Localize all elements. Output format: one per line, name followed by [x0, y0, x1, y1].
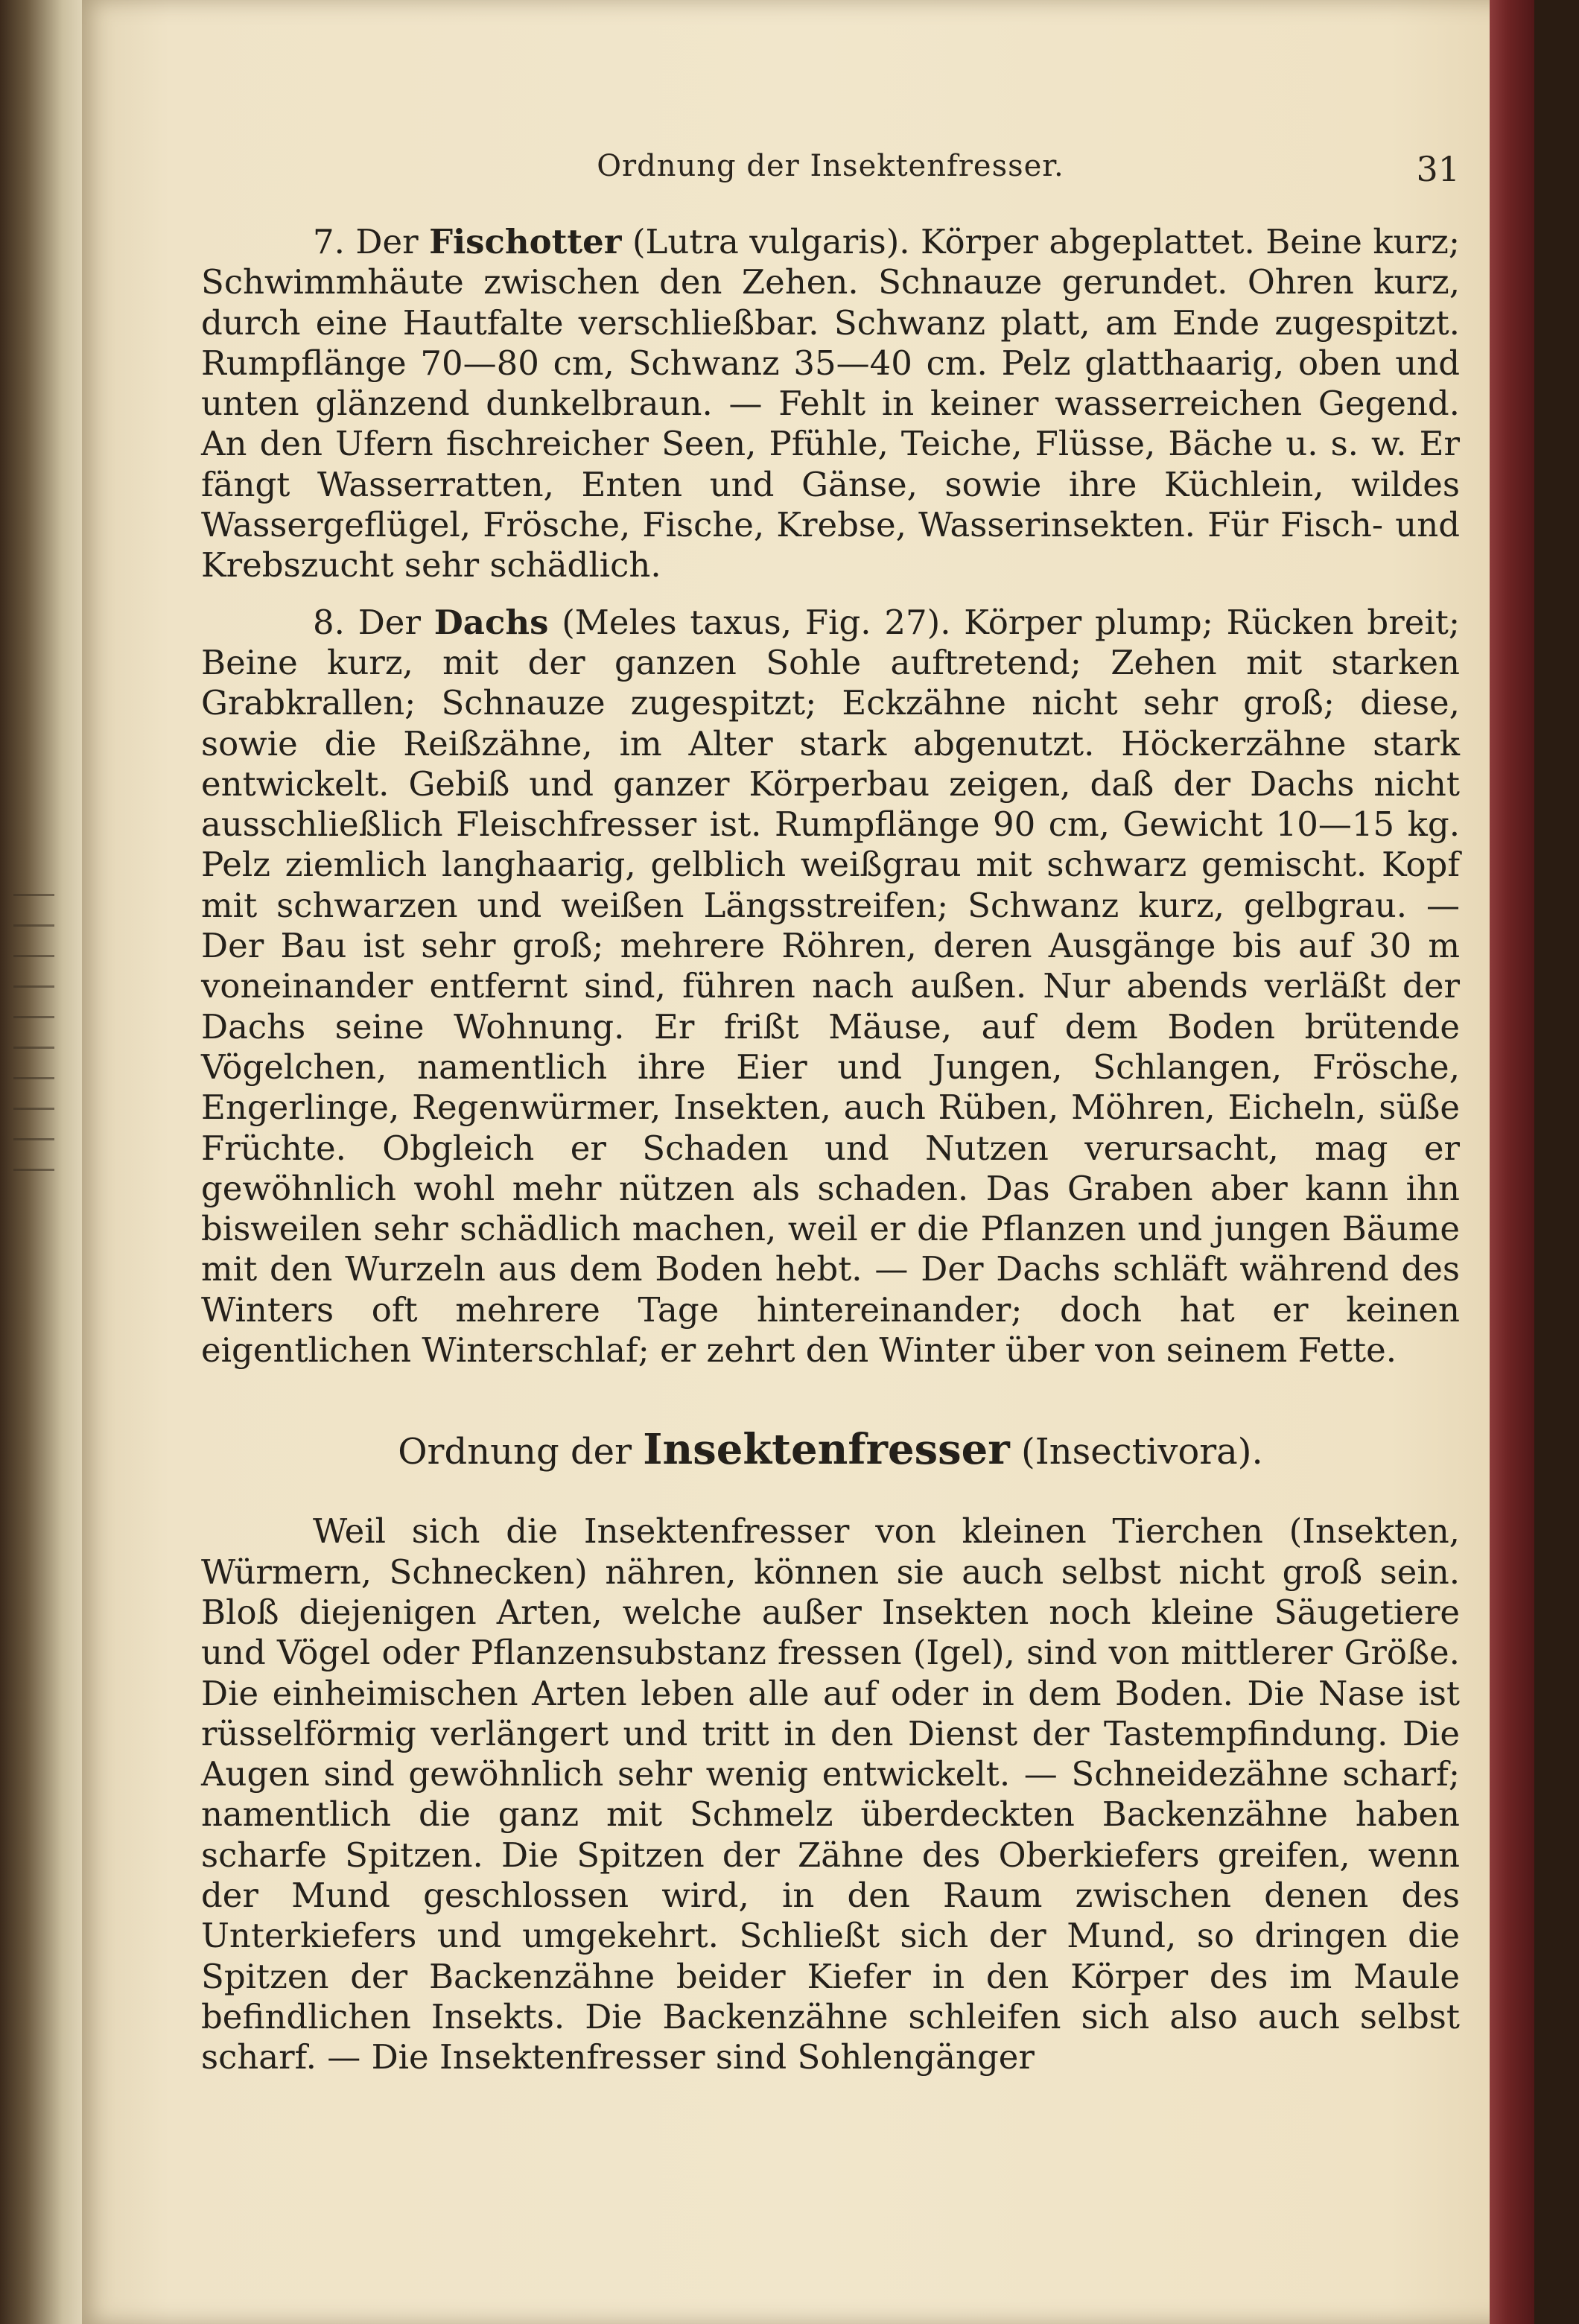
heading-name: Insektenfresser [643, 1425, 1010, 1475]
heading-prefix: Ordnung der [398, 1431, 644, 1473]
book-cover-edge [1490, 0, 1534, 2324]
section-heading [201, 1427, 1460, 1474]
running-head [201, 149, 1460, 194]
heading-suffix: (Insectivora). [1009, 1431, 1263, 1473]
paragraph-dachs [201, 603, 1460, 1371]
gutter-marks [13, 894, 66, 1937]
entry-text: (Lutra vulgaris). Körper abgeplattet. Beine kurz; Schwimmhäute zwischen den Zehen. Schnauze gerundet. Ohren kurz, durch eine Hautfalte verschließbar. Schwanz platt, am Ende zugespitzt. Rumpflänge 70—80 cm, Schwanz 35—40 cm. Pelz glatthaarig, oben und unten glänzend dunkelbraun. — Fehlt in keiner wasserreichen Gegend. An den Ufern fischreicher Seen, Pfühle, Teiche, Flüsse, Bäche u. s. w. Er fängt Wasserratten, Enten und Gänse, sowie ihre Küchlein, wildes Wassergeflügel, Frösche, Fische, Krebse, Wasserinsekten. Für Fisch- und Krebszucht sehr schädlich. [201, 222, 1461, 585]
running-title: Ordnung der Insektenfresser. [597, 149, 1064, 183]
book-binding-edge [0, 0, 89, 2324]
entry-text: (Meles taxus, Fig. 27). Körper plump; Rücken breit; Beine kurz, mit der ganzen Sohle auftretend; Zehen mit starken Grabkrallen; Schnauze zugespitzt; Eckzähne nicht sehr groß; diese, sowie die Reißzähne, im Alter stark abgenutzt. Höckerzähne stark entwickelt. Gebiß und ganzer Körperbau zeigen, daß der Dachs nicht ausschließlich Fleischfresser ist. Rumpflänge 90 cm, Gewicht 10—15 kg. Pelz ziemlich langhaarig, gelblich weißgrau mit schwarz gemischt. Kopf mit schwarzen und weißen Längsstreifen; Schwanz kurz, gelbgrau. — Der Bau ist sehr groß; mehrere Röhren, deren Ausgänge bis auf 30 m voneinander entfernt sind, führen nach außen. Nur abends verläßt der Dachs seine Wohnung. Er frißt Mäuse, auf dem Boden brütende Vögelchen, namentlich ihre Eier und Jungen, Schlangen, Frösche, Engerlinge, Regenwürmer, Insekten, auch Rüben, Möhren, Eicheln, süße Früchte. Obgleich er Schaden und Nutzen verursacht, mag er gewöhnlich wohl mehr nützen als schaden. Das Graben aber kann ihn bisweilen sehr schädlich machen, weil er die Pflanzen und jungen Bäume mit den Wurzeln aus dem Boden hebt. — Der Dachs schläft während des Winters oft mehrere Tage hintereinander; doch hat er keinen eigentlichen Winterschlaf; er zehrt den Winter über von seinem Fette. [201, 602, 1460, 1371]
text-block [201, 222, 1460, 2077]
page-number: 31 [1416, 149, 1460, 189]
entry-number: 7. Der [313, 222, 430, 261]
book-page [82, 0, 1534, 2324]
paragraph-insektenfresser: Weil sich die Insektenfresser von kleinen Tierchen (Insekten, Würmern, Schnecken) nähren, können sie auch selbst nicht groß sein. Bloß diejenigen Arten, welche außer Insekten noch kleine Säugetiere und Vögel oder Pflanzensubstanz fressen (Igel), sind von mittlerer Größe. Die einheimischen Arten leben alle auf oder in dem Boden. Die Nase ist rüsselförmig verlängert und tritt in den Dienst der Tastempfindung. Die Augen sind gewöhnlich sehr wenig entwickelt. — Schneidezähne scharf; namentlich die ganz mit Schmelz überdeckten Backenzähne haben scharfe Spitzen. Die Spitzen der Zähne des Oberkiefers greifen, wenn der Mund geschlossen wird, in den Raum zwischen denen des Unterkiefers und umgekehrt. Schließt sich der Mund, so dringen die Spitzen der Backenzähne beider Kiefer in den Körper des im Maule befindlichen Insekts. Die Backenzähne schleifen sich also auch selbst scharf. — Die Insektenfresser sind Sohlengänger [201, 1511, 1460, 2077]
entry-number: 8. Der [313, 602, 434, 642]
entry-name: Dachs [433, 602, 549, 642]
paragraph-fischotter [201, 222, 1460, 586]
entry-name: Fischotter [429, 222, 622, 261]
